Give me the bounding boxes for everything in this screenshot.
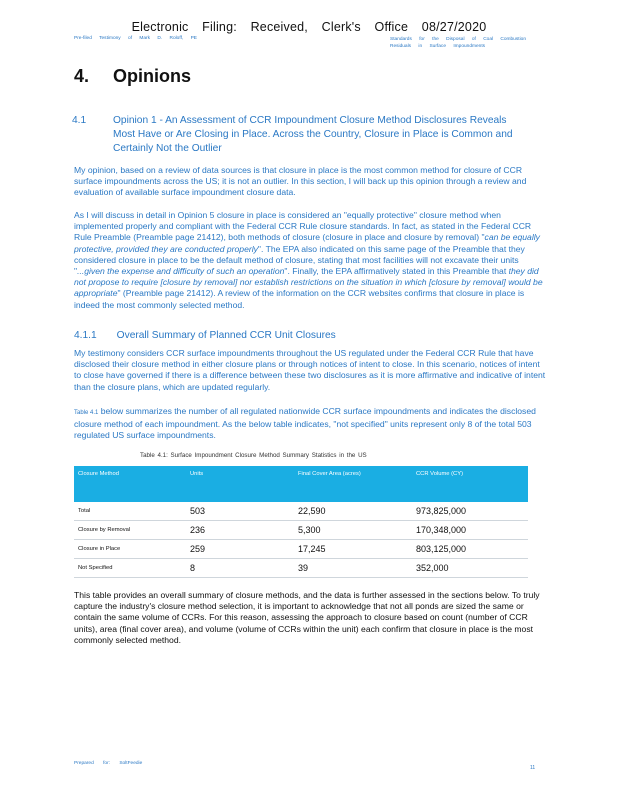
p2-text-g: " (Preamble page 21412). A review of the information on the CCR websites confirms that closure in place is indeed the most commonly selected method.	[74, 288, 525, 310]
subsection-number: 4.1.1	[74, 330, 97, 341]
section-number: 4.	[74, 66, 90, 86]
col-header-units: Units	[186, 466, 294, 502]
table-caption: Table 4.1: Surface Impoundment Closure Method Summary Statistics in the US	[140, 452, 367, 459]
p2-text-c: ". The EPA also indicated on this same page of the Preamble that they considered closure in place to be the default method of closure, stating that most facilities will not excavate their units "	[74, 243, 525, 277]
p2-quote-3: they did not propose to require [closure by removal] nor establish restrictions on the situation in which [closure by removal] would be appropriate	[74, 266, 543, 299]
table-row	[74, 559, 528, 578]
row-units: 236	[186, 521, 294, 540]
p4-text: below summarizes the number of all regulated nationwide CCR surface impoundments and indicates the disclosed closure method of each impoundment. As the below table indicates, "not specified" units represent only 8 of the total 503 regulated US surface impoundments.	[74, 406, 536, 441]
p2-quote-1: can be equally protective, provided they are conducted properly	[74, 232, 540, 254]
table-reference-link[interactable]: Table 4.1	[74, 410, 99, 416]
paragraph-1: My opinion, based on a review of data sources is that closure in place is the most common method for closure of CCR surface impoundments across the US; it is not an outlier. In this section, I will back up this opinion through a review and evaluation of available surface impoundment closure data.	[74, 165, 527, 198]
row-volume: 803,125,000	[412, 540, 528, 559]
table-header-row	[74, 466, 528, 502]
opinion-number: 4.1	[72, 115, 87, 126]
opinion-title: Opinion 1 - An Assessment of CCR Impoundment Closure Method Disclosures Reveals Most Have or Are Closing in Place. Across the Country, Closure in Place is Common and Certainly Not the Outlier	[113, 115, 513, 154]
row-area: 22,590	[294, 502, 412, 521]
section-title: Opinions	[113, 66, 192, 86]
page-number: 11	[530, 765, 536, 771]
row-units: 8	[186, 559, 294, 578]
row-volume: 973,825,000	[412, 502, 528, 521]
table-row	[74, 521, 528, 540]
row-label: Closure by Removal	[74, 521, 186, 540]
row-units: 503	[186, 502, 294, 521]
closure-summary-table	[74, 466, 528, 578]
row-label: Closure in Place	[74, 540, 186, 559]
header-left: Pre-filed Testimony of Mark D. Roloff, PE	[74, 36, 197, 41]
row-units: 259	[186, 540, 294, 559]
col-header-method: Closure Method	[74, 466, 186, 502]
paragraph-5: This table provides an overall summary of closure methods, and the data is further assessed in the sections below. To truly capture the industry's closure method selection, it is important to acknowledge that not all ponds are sized the same or contain the same volume of CCRs. For this reason, assessing the approach to closure based on count (number of CCR units), area (final cover area), and volume (volume of CCRs within the unit) each confirm that closure in place is the most commonly selected method.	[74, 590, 540, 645]
subsection-heading	[74, 330, 336, 341]
row-area: 5,300	[294, 521, 412, 540]
paragraph-4	[74, 406, 546, 442]
subsection-title: Overall Summary of Planned CCR Unit Closures	[116, 330, 336, 341]
p2-text-e: ". Finally, the EPA affirmatively stated in this Preamble that	[284, 266, 509, 277]
row-area: 39	[294, 559, 412, 578]
col-header-area: Final Cover Area (acres)	[294, 466, 412, 502]
table-row	[74, 502, 528, 521]
p2-text-a: As I will discuss in detail in Opinion 5 closure in place is considered an "equally protective" closure method when implemented properly and compliant with the Federal CCR Rule closure standards. In fact, as stated in the Federal CCR Rule Preamble (Preamble page 21412), both methods of closure (closure in place and closure by removal) "	[74, 210, 532, 243]
opinion-heading	[72, 114, 542, 156]
row-area: 17,245	[294, 540, 412, 559]
paragraph-3: My testimony considers CCR surface impoundments throughout the US regulated under the Federal CCR Rule that have disclosed their closure method in either closure plans or through notices of intent to close. In this scenario, notices of intent to close have governed if there is a difference between these two disclosures as it is more affirmative and indicative of intent than the closure plans, which are updated regularly.	[74, 348, 546, 392]
section-heading	[74, 66, 191, 87]
footer-prepared-for: Prepared for: SoltFeedie	[74, 761, 143, 766]
row-volume: 170,348,000	[412, 521, 528, 540]
p2-quote-2: ...given the expense and difficulty of such an operation	[77, 266, 285, 277]
header-right: Standards for the Disposal of Coal Combustion Residuals in Surface Impoundments	[390, 37, 526, 49]
paragraph-2	[74, 210, 546, 311]
row-label: Total	[74, 502, 186, 521]
col-header-volume: CCR Volume (CY)	[412, 466, 528, 502]
filing-stamp: Electronic Filing: Received, Clerk's Office 08/27/2020	[131, 20, 487, 34]
row-volume: 352,000	[412, 559, 528, 578]
row-label: Not Specified	[74, 559, 186, 578]
table-row	[74, 540, 528, 559]
